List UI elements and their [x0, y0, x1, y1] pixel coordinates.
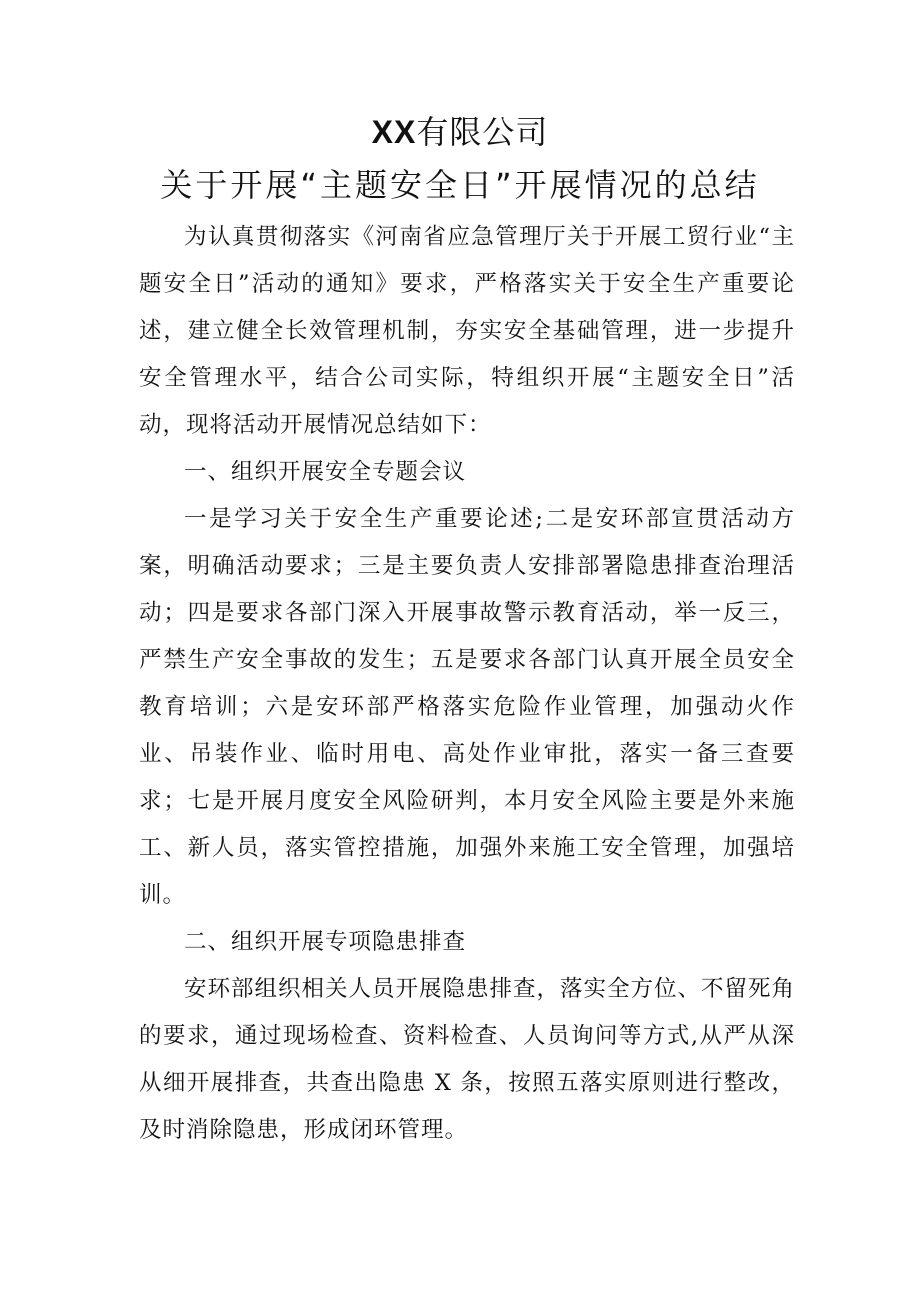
company-title	[0, 110, 920, 154]
document-body	[139, 214, 795, 1154]
company-prefix: XX	[371, 114, 417, 150]
section-2-heading: 二、组织开展专项隐患排查	[184, 929, 467, 955]
document-title: 关于开展“主题安全日”开展情况的总结	[160, 166, 760, 204]
section-1-paragraph: 一是学习关于安全生产重要论述;二是安环部宣贯活动方案，明确活动要求；三是主要负责人安排部署隐患排查治理活动；四是要求各部门深入开展事故警示教育活动，举一反三，严禁生产安全事故的发生；五是要求各部门认真开展全员安全教育培训；六是安环部严格落实危险作业管理，加强动火作业、吊装作业、临时用电、高处作业审批，落实一备三查要求；七是开展月度安全风险研判，本月安全风险主要是外来施工、新人员，落实管控措施，加强外来施工安全管理，加强培训。	[139, 506, 795, 908]
section-1-heading: 一、组织开展安全专题会议	[184, 459, 467, 485]
company-suffix: 有限公司	[416, 113, 549, 151]
section-2-paragraph: 安环部组织相关人员开展隐患排查，落实全方位、不留死角的要求，通过现场检查、资料检查、人员询问等方式,从严从深从细开展排查，共查出隐患 X 条，按照五落实原则进行整改，及时消除隐患，形成闭环管理。	[139, 976, 796, 1143]
intro-paragraph: 为认真贯彻落实《河南省应急管理厅关于开展工贸行业“主题安全日”活动的通知》要求，严格落实关于安全生产重要论述，建立健全长效管理机制，夯实安全基础管理，进一步提升安全管理水平，结合公司实际，特组织开展“主题安全日”活动，现将活动开展情况总结如下：	[139, 224, 795, 438]
